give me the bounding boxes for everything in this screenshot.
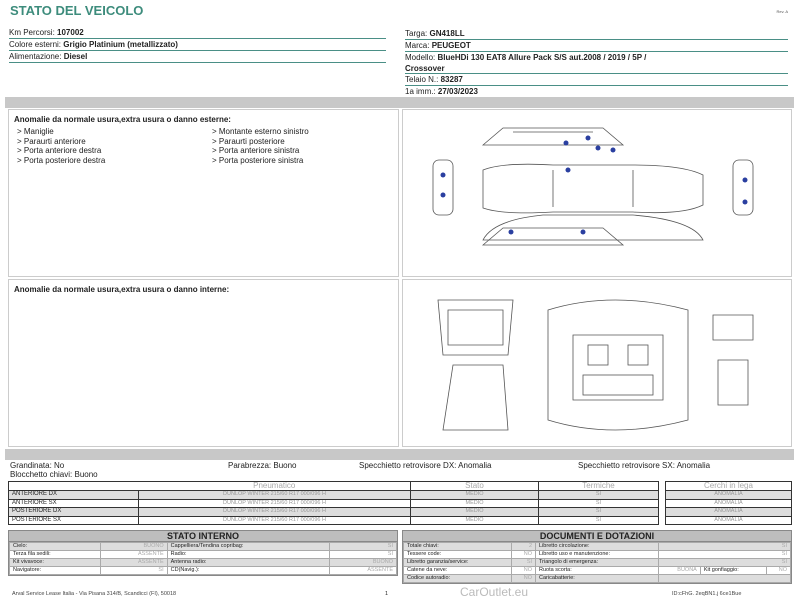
field-value: NO — [511, 575, 535, 583]
field-value: BUONO — [330, 559, 397, 567]
specchietto-dx: Specchietto retrovisore DX: Anomalia — [359, 461, 492, 470]
field-value: NO — [511, 567, 535, 575]
targa-field — [405, 28, 788, 40]
field-value: SI — [330, 551, 397, 559]
list-item: > Porta posteriore sinistra — [212, 155, 304, 165]
field-value: BUONO — [100, 543, 167, 551]
watermark: CarOutlet.eu — [460, 585, 529, 599]
car-top-outline — [483, 164, 703, 213]
telaio-label: Telaio N.: — [405, 75, 439, 84]
cerchi-value: ANOMALIA — [666, 491, 792, 500]
field-value: NO — [766, 567, 790, 575]
field-label: CD(Navig.): — [167, 567, 330, 575]
marca-label: Marca: — [405, 41, 430, 50]
documenti-section — [402, 530, 792, 584]
field-value: SI — [658, 543, 790, 551]
page-title: STATO DEL VEICOLO — [10, 3, 144, 18]
table-row — [10, 567, 397, 575]
telaio-field — [405, 74, 788, 86]
table-row — [10, 559, 397, 567]
table-row — [10, 551, 397, 559]
field-label: Kit vivavoce: — [10, 559, 101, 567]
exterior-title: Anomalie da normale usura,extra usura o danno esterne: — [14, 115, 231, 124]
km-value: 107002 — [57, 28, 84, 37]
tyres-table — [8, 481, 659, 525]
tyre-stato: MEDIO — [411, 508, 539, 517]
field-label: Libretto circolazione: — [536, 543, 659, 551]
tyre-model: DUNLOP WINTER 215/60 R17 000/096 H — [139, 499, 411, 508]
field-value: ASSENTE — [330, 567, 397, 575]
cerchi-value: ANOMALIA — [666, 516, 792, 525]
grandinata: Grandinata: No — [10, 461, 65, 470]
field-value: NO — [511, 551, 535, 559]
parabrezza: Parabrezza: Buono — [228, 461, 297, 470]
field-value: ASSENTE — [100, 551, 167, 559]
tyre-stato: MEDIO — [411, 491, 539, 500]
table-row — [666, 516, 792, 525]
field-label: Kit gonfiaggio: — [700, 567, 766, 575]
footer-address: Arval Service Lease Italia - Via Pisana 314/B, Scandicci (FI), 50018 — [12, 591, 177, 597]
exterior-diagram-panel — [402, 109, 792, 277]
table-row — [10, 543, 397, 551]
interior-front-outline — [438, 300, 513, 355]
table-row — [404, 567, 791, 575]
field-value: SI — [658, 551, 790, 559]
document-code: ID:cFhG. 2eqBN1.j 6ce1Bue — [672, 591, 742, 597]
field-value — [658, 575, 790, 583]
alim-value: Diesel — [63, 52, 88, 61]
exterior-panel — [8, 109, 399, 277]
km-label: Km Percorsi: — [9, 28, 55, 37]
interior-panel — [8, 279, 399, 447]
cerchi-value: ANOMALIA — [666, 499, 792, 508]
list-item: > Paraurti anteriore — [17, 136, 86, 146]
car-left-side-outline — [433, 160, 453, 215]
tyre-model: DUNLOP WINTER 215/60 R17 000/096 H — [139, 508, 411, 517]
field-label: Cielo: — [10, 543, 101, 551]
car-profile-outline — [483, 215, 703, 240]
table-row — [9, 491, 659, 500]
tyre-position: ANTERIORE SX — [9, 499, 139, 508]
tyre-termiche: SI — [539, 516, 659, 525]
field-label: Antenna radio: — [167, 559, 330, 567]
car-exterior-diagram — [403, 110, 793, 278]
imm-value: 27/03/2023 — [437, 87, 478, 96]
field-label: Ruota scorta: — [536, 567, 659, 575]
colore-label: Colore esterni: — [9, 40, 62, 49]
tyre-stato: MEDIO — [411, 499, 539, 508]
field-value: SI — [658, 559, 790, 567]
stato-interno-title: STATO INTERNO — [9, 531, 397, 542]
field-value: ASSENTE — [100, 559, 167, 567]
table-row — [666, 508, 792, 517]
section-band — [5, 97, 794, 108]
marca-field — [405, 40, 788, 52]
specchietto-sx: Specchietto retrovisore SX: Anomalia — [578, 461, 711, 470]
imm-label: 1a imm.: — [405, 87, 436, 96]
list-item: > Porta posteriore destra — [17, 155, 106, 165]
field-label: Totale chiavi: — [404, 543, 512, 551]
interior-diagram-panel — [402, 279, 792, 447]
field-value: SI — [330, 543, 397, 551]
list-item: > Porta anteriore sinistra — [212, 146, 300, 155]
car-right-side-outline — [733, 160, 753, 215]
table-row — [666, 499, 792, 508]
field-label: Tessere code: — [404, 551, 512, 559]
field-label: Terza fila sedili: — [10, 551, 101, 559]
telaio-value: 83287 — [440, 75, 463, 84]
stato-interno-section — [8, 530, 398, 576]
damage-dots — [441, 136, 748, 235]
table-row — [404, 559, 791, 567]
list-item: > Porta anteriore destra — [17, 146, 102, 155]
field-value: SI — [100, 567, 167, 575]
tyre-position: ANTERIORE DX — [9, 491, 139, 500]
field-label: Radio: — [167, 551, 330, 559]
section-band — [5, 449, 794, 460]
page-number: 1 — [385, 591, 389, 597]
field-label: Libretto uso e manutenzione: — [536, 551, 659, 559]
modello-value: BlueHDi 130 EAT8 Allure Pack S/S aut.2008 / 2019 / 5P / — [437, 53, 647, 62]
revision: Rev. A — [776, 9, 788, 14]
field-label: Catene da neve: — [404, 567, 512, 575]
interior-rear-outline — [443, 365, 508, 430]
tyre-termiche: SI — [539, 491, 659, 500]
documenti-title: DOCUMENTI E DOTAZIONI — [403, 531, 791, 542]
tyre-position: POSTERIORE DX — [9, 508, 139, 517]
modello-field — [405, 52, 788, 74]
interior-top-outline — [548, 300, 688, 430]
cerchi-table — [665, 481, 792, 525]
car-front-outline — [483, 128, 623, 145]
list-item: > Maniglie — [17, 127, 54, 136]
tyre-model: DUNLOP WINTER 215/60 R17 000/096 H — [139, 491, 411, 500]
colore-field — [9, 39, 386, 51]
field-label: Navigatore: — [10, 567, 101, 575]
table-row — [9, 516, 659, 525]
field-value: BUONA — [658, 567, 700, 575]
targa-value: GN418LL — [429, 29, 465, 38]
targa-label: Targa: — [405, 29, 428, 38]
field-value: SI — [511, 559, 535, 567]
summary-left — [10, 461, 98, 479]
interior-dashboard-outline — [713, 315, 753, 405]
field-label: Libretto garanzia/service: — [404, 559, 512, 567]
car-rear-outline — [483, 228, 623, 245]
col-termiche: Termiche — [539, 482, 659, 491]
table-row — [404, 575, 791, 583]
col-stato: Stato — [411, 482, 539, 491]
tyre-position: POSTERIORE SX — [9, 516, 139, 525]
alim-field — [9, 51, 386, 63]
list-item: > Paraurti posteriore — [212, 136, 285, 146]
blocchetto-chiavi: Blocchetto chiavi: Buono — [10, 470, 98, 479]
tyre-stato: MEDIO — [411, 516, 539, 525]
modello-value-2: Crossover — [405, 64, 445, 73]
tyre-termiche: SI — [539, 499, 659, 508]
exterior-list — [17, 127, 398, 165]
col-pneumatico: Pneumatico — [139, 482, 411, 491]
field-label: Codice autoradio: — [404, 575, 512, 583]
table-row — [404, 543, 791, 551]
km-field — [9, 27, 386, 39]
list-item: > Montante esterno sinistro — [212, 127, 309, 136]
table-row — [666, 491, 792, 500]
table-row — [9, 508, 659, 517]
field-value: 2 — [511, 543, 535, 551]
field-label: Cappelliera/Tendina copribag: — [167, 543, 330, 551]
colore-value: Grigio Platinium (metallizzato) — [63, 40, 178, 49]
modello-label: Modello: — [405, 53, 436, 62]
table-row — [9, 499, 659, 508]
tyre-termiche: SI — [539, 508, 659, 517]
field-label: Triangolo di emergenza: — [536, 559, 659, 567]
car-interior-diagram — [403, 280, 793, 448]
tyre-model: DUNLOP WINTER 215/60 R17 000/096 H — [139, 516, 411, 525]
interior-title: Anomalie da normale usura,extra usura o danno interne: — [14, 285, 230, 294]
field-label: Caricabatterie: — [536, 575, 659, 583]
cerchi-value: ANOMALIA — [666, 508, 792, 517]
table-row — [404, 551, 791, 559]
col-cerchi: Cerchi in lega — [666, 482, 792, 491]
alim-label: Alimentazione: — [9, 52, 62, 61]
marca-value: PEUGEOT — [431, 41, 471, 50]
